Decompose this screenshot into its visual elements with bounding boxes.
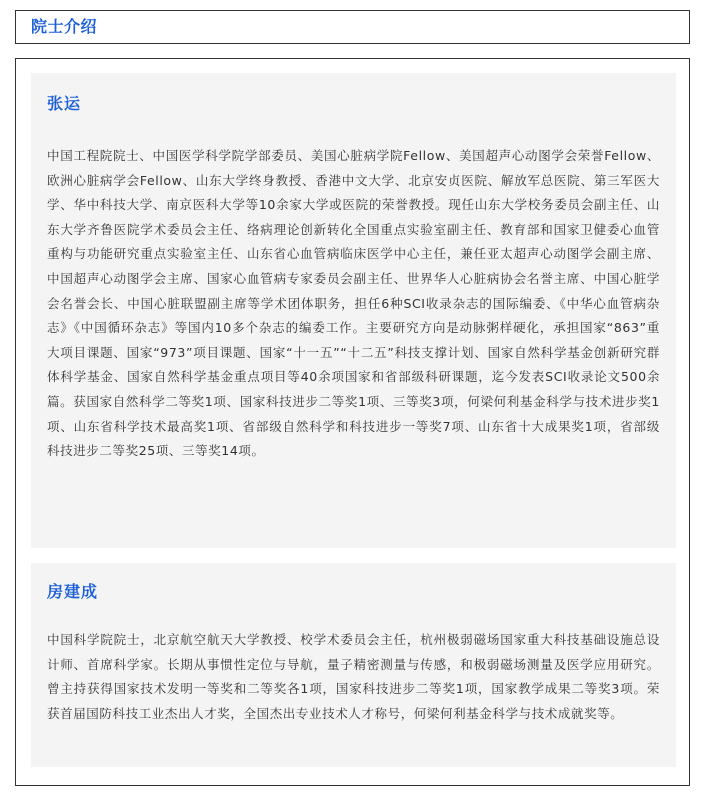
academician-bio: 中国科学院院士，北京航空航天大学教授、校学术委员会主任，杭州极弱磁场国家重大科技基础设施总设计师、首席科学家。长期从事惯性定位与导航，量子精密测量与传感，和极弱磁场测量及医学应用研究。曾主持获得国家技术发明一等奖和二等奖各1项，国家科技进步二等奖1项，国家教学成果二等奖3项。荣获首届国防科技工业杰出人才奖，全国杰出专业技术人才称号，何梁何利基金科学与技术成就奖等。 [47,632,660,721]
academician-card [31,73,676,548]
academician-name: 房建成 [47,582,99,601]
section-title: 院士介绍 [31,17,98,36]
academician-card [31,563,676,767]
academician-list [15,58,690,786]
academician-bio: 中国工程院院士、中国医学科学院学部委员、美国心脏病学院Fellow、美国超声心动图学会荣誉Fellow、欧洲心脏病学会Fellow、山东大学终身教授、香港中文大学、北京安贞医院、解放军总医院、第三军医大学、华中科技大学、南京医科大学等10余家大学或医院的荣誉教授。现任山东大学校务委员会副主任、山东大学齐鲁医院学术委员会主任、络病理论创新转化全国重点实验室副主任、教育部和国家卫健委心血管重构与功能研究重点实验室主任、山东省心血管病临床医学中心主任，兼任亚太超声心动图学会副主席、中国超声心动图学会主席、国家心血管病专家委员会副主任、世界华人心脏病协会名誉主席、中国心脏学会名誉会长、中国心脏联盟副主席等学术团体职务，担任6种SCI收录杂志的国际编委、《中华心血管病杂志》《中国循环杂志》等国内10多个杂志的编委工作。主要研究方向是动脉粥样硬化，承担国家“863”重大项目课题、国家“973”项目课题、国家“十一五”“十二五”科技支撑计划、国家自然科学基金创新研究群体科学基金、国家自然科学基金重点项目等40余项国家和省部级科研课题，迄今发表SCI收录论文500余篇。获国家自然科学二等奖1项、国家科技进步二等奖1项、三等奖3项，何梁何利基金科学与技术进步奖1项、山东省科学技术最高奖1项、省部级自然科学和科技进步一等奖7项、山东省十大成果奖1项，省部级科技进步二等奖25项、三等奖14项。 [47,148,660,459]
section-header [15,10,690,44]
academician-name: 张运 [47,94,82,113]
